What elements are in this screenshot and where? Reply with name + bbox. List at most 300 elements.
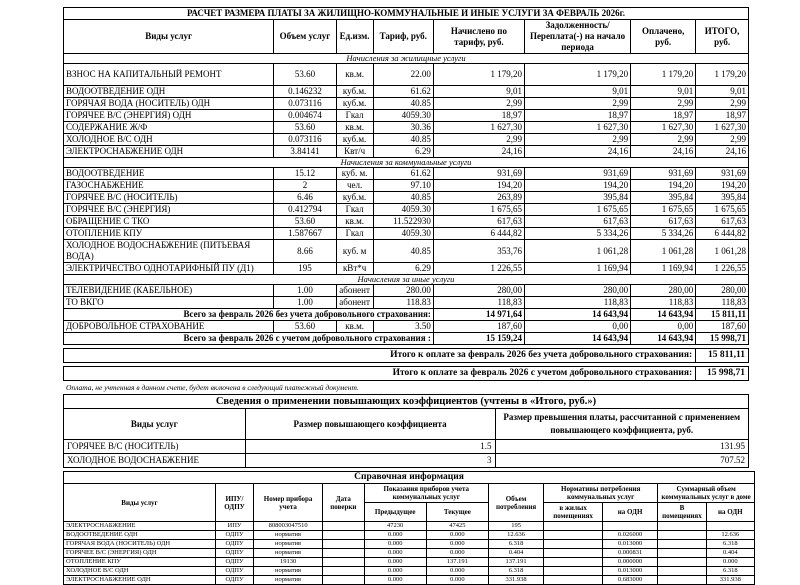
table-row — [64, 86, 749, 98]
section-label: Начисления за жилищные услуги — [64, 54, 749, 64]
value-cell: 1 179,20 — [696, 64, 749, 86]
value-cell: кв.м. — [336, 122, 373, 134]
value-cell: 0.000 — [706, 558, 754, 567]
value-cell: 263,89 — [433, 192, 524, 204]
due-label: Итого к оплате за февраль 2026 с учетом добровольного страхования: — [64, 367, 696, 381]
value-cell: 931,69 — [433, 168, 524, 180]
service-name-cell: ДОБРОВОЛЬНОЕ СТРАХОВАНИЕ — [64, 321, 274, 333]
value-cell: 53.60 — [274, 64, 336, 86]
value-cell: 118,83 — [433, 297, 524, 309]
value-cell: 5 334,26 — [524, 228, 630, 240]
column-header-excess: Размер превышения платы, рассчитанной с применением повышающего коэффициента, руб. — [495, 409, 748, 440]
service-name-cell: ВОДООТВЕДЕНИЕ — [64, 168, 274, 180]
table-row — [64, 134, 749, 146]
value-cell: 931,69 — [696, 168, 749, 180]
value-cell: 18,97 — [524, 110, 630, 122]
value-cell — [544, 540, 603, 549]
value-cell: 0.073116 — [274, 98, 336, 110]
value-cell: 97.10 — [373, 180, 433, 192]
value-cell: 1 061,28 — [696, 240, 749, 263]
value-cell: 2,99 — [524, 98, 630, 110]
section-label: Начисления за иные услуги — [64, 275, 749, 285]
value-cell: 4059.30 — [373, 228, 433, 240]
value-cell: 617,63 — [433, 216, 524, 228]
value-cell: 0.683000 — [602, 576, 657, 585]
table-row — [64, 297, 749, 309]
value-cell: ИПУ — [216, 522, 254, 531]
value-cell: 6.318 — [706, 540, 754, 549]
due-value: 15 811,11 — [696, 349, 749, 363]
table-row — [64, 204, 749, 216]
document-title: РАСЧЕТ РАЗМЕРА ПЛАТЫ ЗА ЖИЛИЩНО-КОММУНАЛЬНЫЕ И ИНЫЕ УСЛУГИ ЗА ФЕВРАЛЬ 2026г. — [64, 8, 749, 20]
value-cell — [544, 522, 603, 531]
service-name-cell: ХОЛОДНОЕ В/С ОДН — [64, 134, 274, 146]
table-row — [64, 531, 755, 540]
value-cell: 15.12 — [274, 168, 336, 180]
value-cell — [544, 567, 603, 576]
value-cell: 1 627,30 — [433, 122, 524, 134]
charges-table — [63, 7, 749, 345]
table-row — [64, 228, 749, 240]
table-row — [64, 321, 749, 333]
value-cell: Гкал — [336, 204, 373, 216]
value-cell: ОДПУ — [216, 558, 254, 567]
service-name-cell: ОБРАЩЕНИЕ С ТКО — [64, 216, 274, 228]
value-cell: 24,16 — [433, 146, 524, 158]
service-name-cell: ВЗНОС НА КАПИТАЛЬНЫЙ РЕМОНТ — [64, 64, 274, 86]
service-name-cell: ВОДООТВЕДЕНИЕ ОДН — [64, 531, 216, 540]
section-header-other — [64, 275, 749, 285]
value-cell: кв.м. — [336, 216, 373, 228]
table-row — [64, 522, 755, 531]
value-cell: ОДПУ — [216, 549, 254, 558]
column-header-readings-group: Показания приборов учета коммунальных услуг — [364, 484, 488, 503]
value-cell — [323, 576, 364, 585]
due-with-insurance-row — [63, 366, 749, 381]
column-header-norm-odn: на ОДН — [602, 503, 657, 522]
value-cell: 194,20 — [524, 180, 630, 192]
value-cell: 0.412794 — [274, 204, 336, 216]
value-cell: 12.636 — [706, 531, 754, 540]
service-name-cell: ГОРЯЧАЯ ВОДА (НОСИТЕЛЬ) ОДН — [64, 98, 274, 110]
column-header-debt: Задолженность/ Переплата(-) на начало периода — [524, 20, 630, 54]
value-cell: 137.191 — [426, 558, 488, 567]
value-cell: кв.м. — [336, 321, 373, 333]
total-sum: 15 811,11 — [696, 309, 749, 321]
table-row — [64, 263, 749, 275]
value-cell: норматив — [254, 549, 323, 558]
table-row — [64, 122, 749, 134]
value-cell: 931,69 — [524, 168, 630, 180]
value-cell: 30.36 — [373, 122, 433, 134]
column-header-norm-group: Нормативы потребления коммунальных услуг — [544, 484, 658, 503]
table-row — [64, 110, 749, 122]
total-charged: 14 971,64 — [433, 309, 524, 321]
value-cell: куб.м. — [336, 134, 373, 146]
value-cell: 353,76 — [433, 240, 524, 263]
value-cell: 931,69 — [631, 168, 696, 180]
column-header-services: Виды услуг — [64, 409, 246, 440]
due-value: 15 998,71 — [696, 367, 749, 381]
value-cell: 0.000 — [364, 531, 426, 540]
table-row — [64, 216, 749, 228]
value-cell: норматив — [254, 540, 323, 549]
value-cell: 194,20 — [696, 180, 749, 192]
column-header-total-odn: на ОДН — [706, 503, 754, 522]
value-cell: 40.85 — [373, 134, 433, 146]
total-paid: 14 643,94 — [631, 309, 696, 321]
service-name-cell: ГОРЯЧЕЕ В/С (ЭНЕРГИЯ) — [64, 204, 274, 216]
value-cell: 195 — [488, 522, 543, 531]
table-row — [64, 540, 755, 549]
value-cell: 1 179,20 — [631, 64, 696, 86]
value-cell: 0.000831 — [602, 549, 657, 558]
value-cell: 2,99 — [631, 98, 696, 110]
value-cell: 9,01 — [524, 86, 630, 98]
column-header-services: Виды услуг — [64, 20, 274, 54]
column-header-unit: Ед.изм. — [336, 20, 373, 54]
total-with-insurance-row — [64, 333, 749, 345]
value-cell — [323, 558, 364, 567]
service-name-cell: ХОЛОДНОЕ ВОДОСНАБЖЕНИЕ — [64, 454, 246, 468]
value-cell: 24,16 — [696, 146, 749, 158]
value-cell: 2,99 — [524, 134, 630, 146]
value-cell: 6.46 — [274, 192, 336, 204]
value-cell: 3.84141 — [274, 146, 336, 158]
value-cell — [544, 558, 603, 567]
value-cell: 9,01 — [433, 86, 524, 98]
value-cell: 617,63 — [696, 216, 749, 228]
service-name-cell: ХОЛОДНОЕ В/С ОДН — [64, 567, 216, 576]
column-header-total: ИТОГО, руб. — [696, 20, 749, 54]
value-cell — [602, 522, 657, 531]
value-cell: 8.66 — [274, 240, 336, 263]
value-cell: 118,83 — [524, 297, 630, 309]
value-cell: 6.318 — [488, 567, 543, 576]
value-cell: 0.000 — [426, 531, 488, 540]
value-cell — [544, 531, 603, 540]
value-cell: Гкал — [336, 110, 373, 122]
value-cell: 0.000 — [426, 540, 488, 549]
value-cell: 2,99 — [433, 98, 524, 110]
value-cell: 40.85 — [373, 98, 433, 110]
value-cell: 40.85 — [373, 240, 433, 263]
value-cell: 19130 — [254, 558, 323, 567]
column-header-tariff: Тариф, руб. — [373, 20, 433, 54]
value-cell: Гкал — [336, 228, 373, 240]
coefficients-title-row — [64, 395, 749, 409]
value-cell: 61.62 — [373, 86, 433, 98]
value-cell: 0.000 — [364, 549, 426, 558]
coefficients-table — [63, 394, 749, 468]
value-cell: 707.52 — [495, 454, 748, 468]
due-without-insurance-row — [63, 348, 749, 363]
value-cell: 18,97 — [696, 110, 749, 122]
value-cell: 24,16 — [524, 146, 630, 158]
value-cell: Квт/ч — [336, 146, 373, 158]
service-name-cell: ГОРЯЧАЯ ВОДА (НОСИТЕЛЬ) ОДН — [64, 540, 216, 549]
value-cell: куб.м. — [336, 192, 373, 204]
value-cell: абонент — [336, 285, 373, 297]
value-cell — [323, 522, 364, 531]
value-cell — [658, 522, 706, 531]
value-cell: 3 — [245, 454, 495, 468]
value-cell: 1.5 — [245, 440, 495, 454]
value-cell: 6 444,82 — [433, 228, 524, 240]
value-cell: 1 061,28 — [524, 240, 630, 263]
value-cell: 1 627,30 — [696, 122, 749, 134]
coefficients-title: Сведения о применении повышающих коэффициентов (учтены в «Итого, руб.») — [64, 395, 749, 409]
value-cell: 1 675,65 — [696, 204, 749, 216]
value-cell: 118,83 — [631, 297, 696, 309]
total-debt: 14 643,94 — [524, 309, 630, 321]
value-cell: 0.000 — [364, 558, 426, 567]
value-cell — [323, 540, 364, 549]
value-cell: 2,99 — [696, 98, 749, 110]
value-cell: 4059.30 — [373, 110, 433, 122]
charges-header-row — [64, 20, 749, 54]
column-header-meter-type: ИПУ/ ОДПУ — [216, 484, 254, 522]
table-row — [64, 192, 749, 204]
value-cell: 617,63 — [524, 216, 630, 228]
value-cell: 331.938 — [706, 576, 754, 585]
column-header-services: Виды услуг — [64, 484, 216, 522]
value-cell: 118,83 — [696, 297, 749, 309]
table-row — [64, 180, 749, 192]
value-cell — [658, 540, 706, 549]
value-cell: чел. — [336, 180, 373, 192]
value-cell: 2,99 — [433, 134, 524, 146]
value-cell: 2 — [274, 180, 336, 192]
value-cell — [323, 531, 364, 540]
total-label: Всего за февраль 2026 с учетом добровольного страхования : — [64, 333, 434, 345]
column-header-volume: Объем услуг — [274, 20, 336, 54]
section-header-housing — [64, 54, 749, 64]
value-cell: 1 169,94 — [524, 263, 630, 275]
section-header-communal — [64, 158, 749, 168]
value-cell: 2,99 — [631, 134, 696, 146]
value-cell: 6.29 — [373, 146, 433, 158]
value-cell: 137.191 — [488, 558, 543, 567]
column-header-volume: Объем потребления — [488, 484, 543, 522]
value-cell: 1.00 — [274, 297, 336, 309]
value-cell: 0.000000 — [602, 558, 657, 567]
value-cell: норматив — [254, 567, 323, 576]
value-cell: 395,84 — [696, 192, 749, 204]
value-cell: норматив — [254, 531, 323, 540]
value-cell: 1 675,65 — [433, 204, 524, 216]
value-cell: 1 226,55 — [433, 263, 524, 275]
value-cell: куб.м. — [336, 98, 373, 110]
due-label: Итого к оплате за февраль 2026 без учета добровольного страхования: — [64, 349, 696, 363]
table-row — [64, 64, 749, 86]
service-name-cell: ГОРЯЧЕЕ В/С (НОСИТЕЛЬ) — [64, 440, 246, 454]
value-cell: 187,60 — [433, 321, 524, 333]
coefficients-header-row — [64, 409, 749, 440]
value-cell: ОДПУ — [216, 576, 254, 585]
value-cell: 1 179,20 — [433, 64, 524, 86]
column-header-total-premises: В помещениях — [658, 503, 706, 522]
service-name-cell: ГОРЯЧЕЕ В/С (ЭНЕРГИЯ) ОДН — [64, 110, 274, 122]
value-cell — [658, 567, 706, 576]
value-cell — [323, 549, 364, 558]
value-cell: 6.318 — [706, 567, 754, 576]
value-cell: 1 179,20 — [524, 64, 630, 86]
value-cell: ОДПУ — [216, 540, 254, 549]
table-row — [64, 558, 755, 567]
value-cell: 0,00 — [631, 321, 696, 333]
table-row — [64, 367, 749, 381]
value-cell: кВт*ч — [336, 263, 373, 275]
reference-header-row-1 — [64, 484, 755, 503]
section-label: Начисления за коммунальные услуги — [64, 158, 749, 168]
value-cell: 22.00 — [373, 64, 433, 86]
value-cell: 280,00 — [524, 285, 630, 297]
value-cell: 0.000 — [426, 576, 488, 585]
total-debt: 14 643,94 — [524, 333, 630, 345]
value-cell: 1 226,55 — [696, 263, 749, 275]
service-name-cell: СОДЕРЖАНИЕ Ж/Ф — [64, 122, 274, 134]
value-cell: 0.004674 — [274, 110, 336, 122]
reference-title: Справочная информация — [64, 472, 755, 484]
table-row — [64, 285, 749, 297]
value-cell: 808003047510 — [254, 522, 323, 531]
value-cell: 1 627,30 — [524, 122, 630, 134]
value-cell: 61.62 — [373, 168, 433, 180]
value-cell — [706, 522, 754, 531]
value-cell: 395,84 — [631, 192, 696, 204]
service-name-cell: ОТОПЛЕНИЕ КПУ — [64, 228, 274, 240]
table-row — [64, 454, 749, 468]
value-cell: 9,01 — [696, 86, 749, 98]
total-without-insurance-row — [64, 309, 749, 321]
value-cell: 6.29 — [373, 263, 433, 275]
value-cell: 24,16 — [631, 146, 696, 158]
value-cell: 131.95 — [495, 440, 748, 454]
value-cell: 617,63 — [631, 216, 696, 228]
column-header-coefficient: Размер повышающего коэффициента — [245, 409, 495, 440]
column-header-total-group: Суммарный объем коммунальных услуг в доме — [658, 484, 755, 503]
value-cell: 53.60 — [274, 122, 336, 134]
total-sum: 15 998,71 — [696, 333, 749, 345]
value-cell: куб.м. — [336, 86, 373, 98]
service-name-cell: ЭЛЕКТРИЧЕСТВО ОДНОТАРИФНЫЙ ПУ (Д1) — [64, 263, 274, 275]
value-cell: 1 169,94 — [631, 263, 696, 275]
value-cell: 0.000 — [426, 567, 488, 576]
table-row — [64, 240, 749, 263]
value-cell — [323, 567, 364, 576]
value-cell: ОДПУ — [216, 531, 254, 540]
table-row — [64, 567, 755, 576]
value-cell — [658, 549, 706, 558]
payment-note: Оплата, не учтенная в данном счете, будет включена в следующий платежный документ. — [66, 383, 359, 392]
value-cell: 12.636 — [488, 531, 543, 540]
value-cell: 0.146232 — [274, 86, 336, 98]
service-name-cell: ГОРЯЧЕЕ В/С (НОСИТЕЛЬ) — [64, 192, 274, 204]
column-header-readings-curr: Текущее — [426, 503, 488, 522]
service-name-cell: ХОЛОДНОЕ ВОДОСНАБЖЕНИЕ (ПИТЬЕВАЯ ВОДА) — [64, 240, 274, 263]
value-cell: 3.50 — [373, 321, 433, 333]
column-header-readings-prev: Предыдущее — [364, 503, 426, 522]
table-row — [64, 576, 755, 585]
table-row — [64, 349, 749, 363]
value-cell: 331.938 — [488, 576, 543, 585]
table-row — [64, 440, 749, 454]
value-cell: 40.85 — [373, 192, 433, 204]
value-cell: норматив — [254, 576, 323, 585]
value-cell: 0.000 — [426, 549, 488, 558]
document-title-row — [64, 8, 749, 20]
value-cell: 395,84 — [524, 192, 630, 204]
service-name-cell: ЭЛЕКТРОСНАБЖЕНИЕ ОДН — [64, 146, 274, 158]
value-cell: 2,99 — [696, 134, 749, 146]
table-row — [64, 168, 749, 180]
value-cell — [658, 531, 706, 540]
value-cell: 5 334,26 — [631, 228, 696, 240]
value-cell — [544, 549, 603, 558]
value-cell: 194,20 — [631, 180, 696, 192]
value-cell: 280.00 — [373, 285, 433, 297]
value-cell: 0.026000 — [602, 531, 657, 540]
value-cell: 47230 — [364, 522, 426, 531]
value-cell — [544, 576, 603, 585]
table-row — [64, 98, 749, 110]
total-label: Всего за февраль 2026 без учета добровольного страхования: — [64, 309, 434, 321]
value-cell: 1 675,65 — [524, 204, 630, 216]
value-cell: 1.00 — [274, 285, 336, 297]
value-cell: 0.404 — [706, 549, 754, 558]
value-cell: 280,00 — [696, 285, 749, 297]
value-cell: 0.000 — [364, 576, 426, 585]
value-cell: 47425 — [426, 522, 488, 531]
value-cell: 18,97 — [433, 110, 524, 122]
column-header-meter-number: Номер прибора учета — [254, 484, 323, 522]
value-cell: 1.587667 — [274, 228, 336, 240]
value-cell: кв.м. — [336, 64, 373, 86]
value-cell: 53.60 — [274, 321, 336, 333]
value-cell: ОДПУ — [216, 567, 254, 576]
service-name-cell: ЭЛЕКТРОСНАБЖЕНИЕ ОДН — [64, 576, 216, 585]
value-cell: куб. м. — [336, 168, 373, 180]
total-paid: 14 643,94 — [631, 333, 696, 345]
value-cell: 0.013000 — [602, 567, 657, 576]
service-name-cell: ОТОПЛЕНИЕ КПУ — [64, 558, 216, 567]
value-cell: 1 061,28 — [631, 240, 696, 263]
table-row — [64, 549, 755, 558]
value-cell: 0,00 — [524, 321, 630, 333]
table-row — [64, 146, 749, 158]
value-cell: куб. м — [336, 240, 373, 263]
service-name-cell: ВОДООТВЕДЕНИЕ ОДН — [64, 86, 274, 98]
service-name-cell: ТО ВКГО — [64, 297, 274, 309]
service-name-cell: ГАЗОСНАБЖЕНИЕ — [64, 180, 274, 192]
value-cell: 0.000 — [364, 540, 426, 549]
service-name-cell: ТЕЛЕВИДЕНИЕ (КАБЕЛЬНОЕ) — [64, 285, 274, 297]
service-name-cell: ГОРЯЧЕЕ В/С (ЭНЕРГИЯ) ОДН — [64, 549, 216, 558]
value-cell: абонент — [336, 297, 373, 309]
value-cell: 194,20 — [433, 180, 524, 192]
value-cell: 6 444,82 — [696, 228, 749, 240]
column-header-paid: Оплачено, руб. — [631, 20, 696, 54]
value-cell: 4059.30 — [373, 204, 433, 216]
value-cell: 1 627,30 — [631, 122, 696, 134]
value-cell: 53.60 — [274, 216, 336, 228]
column-header-check-date: Дата поверки — [323, 484, 364, 522]
value-cell: 0.404 — [488, 549, 543, 558]
value-cell — [658, 576, 706, 585]
value-cell: 118.83 — [373, 297, 433, 309]
value-cell: 1 675,65 — [631, 204, 696, 216]
